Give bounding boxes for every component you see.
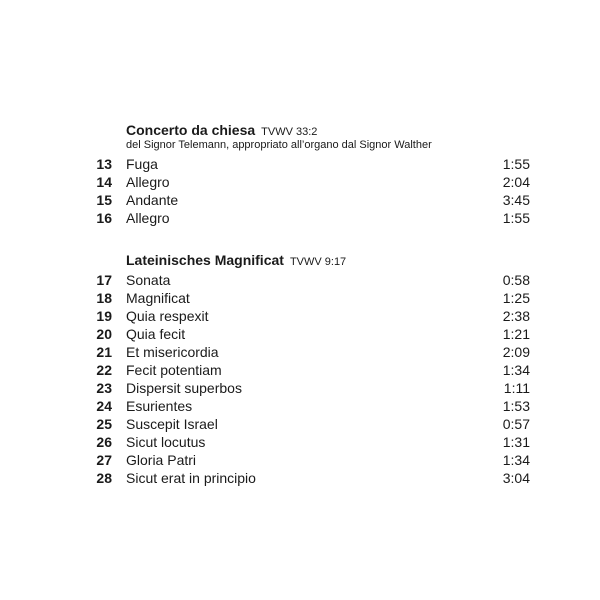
track-row — [0, 362, 600, 380]
track-name: Sicut locutus — [126, 434, 206, 450]
track-name: Gloria Patri — [126, 452, 197, 468]
track-row — [0, 398, 600, 416]
track-row — [0, 210, 600, 228]
track-name: Allegro — [126, 174, 170, 190]
track-name: Sicut erat in principio — [126, 470, 256, 486]
track-time: 1:34 — [502, 362, 530, 378]
track-row — [0, 434, 600, 452]
track-time: 2:09 — [502, 344, 530, 360]
track-number: 23 — [96, 380, 112, 396]
track-name: Quia respexit — [126, 308, 209, 324]
track-number: 28 — [96, 470, 112, 486]
track-name: Esurientes — [126, 398, 193, 414]
catalog-number: TVWV 33:2 — [261, 126, 318, 138]
section-subtitle: del Signor Telemann, appropriato all’organo dal Signor Walther — [126, 139, 432, 151]
track-time: 3:45 — [502, 192, 530, 208]
track-time: 1:31 — [502, 434, 530, 450]
track-name: Sonata — [126, 272, 171, 288]
track-number: 15 — [96, 192, 112, 208]
track-name: Allegro — [126, 210, 170, 226]
track-row — [0, 416, 600, 434]
track-time: 1:55 — [502, 210, 530, 226]
track-row — [0, 344, 600, 362]
track-time: 1:11 — [503, 380, 530, 396]
track-number: 25 — [96, 416, 112, 432]
track-name: Andante — [126, 192, 179, 208]
track-time: 2:04 — [502, 174, 530, 190]
track-number: 22 — [96, 362, 112, 378]
track-row — [0, 470, 600, 488]
track-row — [0, 192, 600, 210]
track-row — [0, 452, 600, 470]
track-row — [0, 290, 600, 308]
track-time: 3:04 — [502, 470, 530, 486]
track-number: 24 — [96, 398, 112, 414]
track-number: 20 — [96, 326, 112, 342]
track-number: 13 — [96, 156, 112, 172]
track-name: Dispersit superbos — [126, 380, 242, 396]
track-number: 21 — [96, 344, 112, 360]
track-row — [0, 174, 600, 192]
track-name: Quia fecit — [126, 326, 186, 342]
track-number: 16 — [96, 210, 112, 226]
track-row — [0, 308, 600, 326]
track-number: 18 — [96, 290, 112, 306]
track-number: 27 — [96, 452, 112, 468]
track-row — [0, 326, 600, 344]
section-heading — [126, 122, 317, 140]
catalog-number: TVWV 9:17 — [289, 256, 347, 268]
track-number: 14 — [96, 174, 112, 190]
track-name: Fecit potentiam — [126, 362, 222, 378]
track-name: Fuga — [126, 156, 158, 172]
track-row — [0, 272, 600, 290]
track-time: 1:55 — [502, 156, 530, 172]
track-row — [0, 156, 600, 174]
track-row — [0, 380, 600, 398]
track-number: 19 — [96, 308, 112, 324]
track-number: 17 — [96, 272, 112, 288]
track-time: 1:34 — [502, 452, 530, 468]
track-time: 1:53 — [502, 398, 530, 414]
track-name: Et misericordia — [126, 344, 219, 360]
section-title: Lateinisches Magnificat — [126, 252, 284, 268]
section-title: Concerto da chiesa — [126, 122, 256, 138]
section-heading — [126, 252, 346, 270]
track-name: Magnificat — [126, 290, 190, 306]
track-time: 1:25 — [502, 290, 530, 306]
track-time: 1:21 — [502, 326, 530, 342]
track-time: 0:57 — [502, 416, 530, 432]
track-time: 2:38 — [502, 308, 530, 324]
track-time: 0:58 — [502, 272, 530, 288]
track-number: 26 — [96, 434, 112, 450]
track-name: Suscepit Israel — [126, 416, 218, 432]
